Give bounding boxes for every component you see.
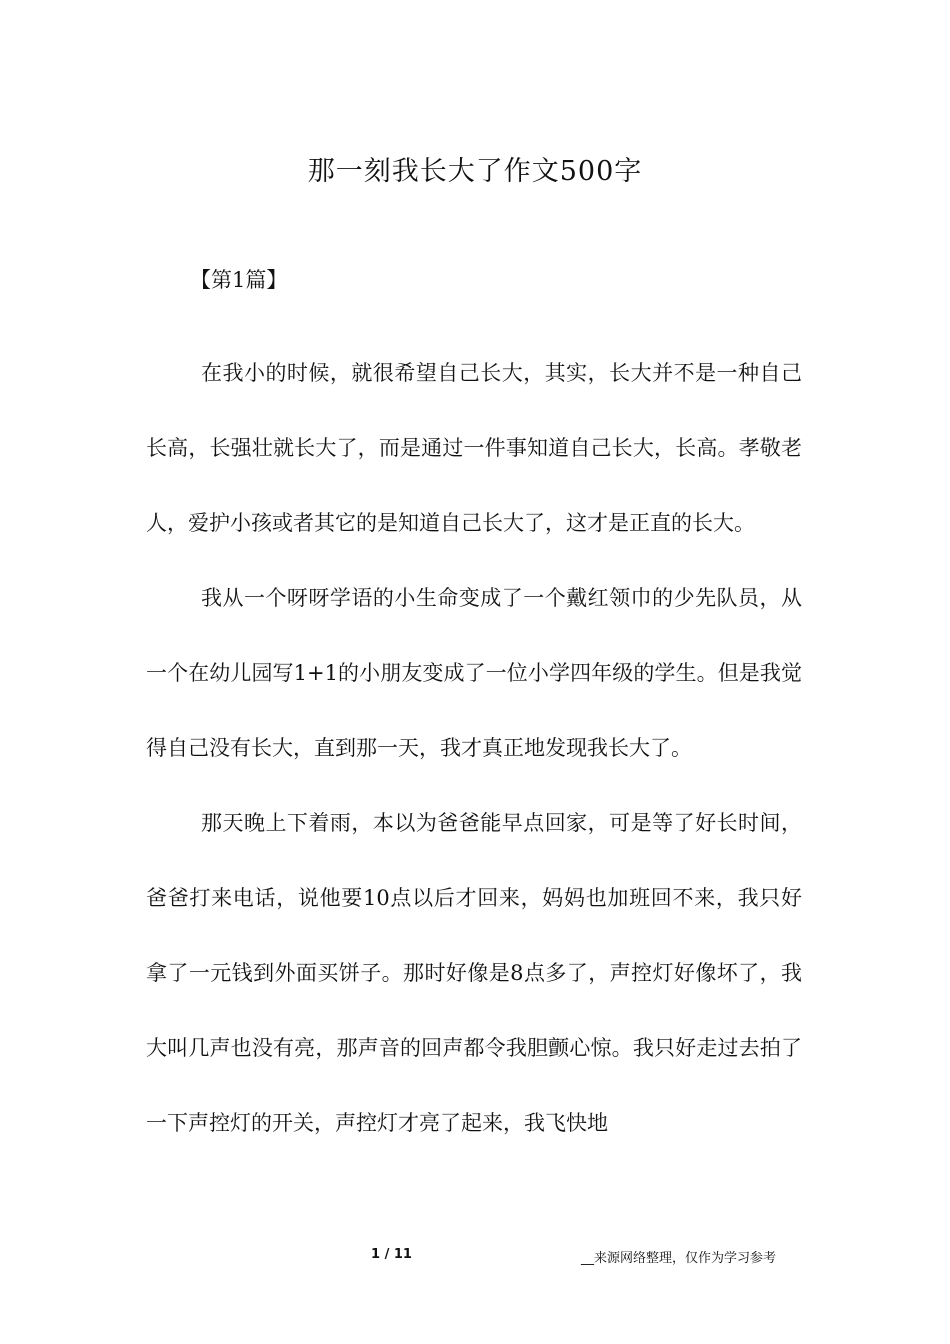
document-body bbox=[146, 336, 802, 1161]
source-note: __来源网络整理，仅作为学习参考 bbox=[581, 1251, 777, 1266]
section-heading: 【第1篇】 bbox=[190, 268, 288, 292]
page-number: 1 / 11 bbox=[371, 1247, 412, 1262]
paragraph: 在我小的时候，就很希望自己长大，其实，长大并不是一种自己长高，长强壮就长大了，而是通过一件事知道自己长大，长高。孝敬老人，爱护小孩或者其它的是知道自己长大了，这才是正直的长大。 bbox=[146, 361, 802, 535]
page-footer bbox=[0, 1247, 950, 1271]
paragraph: 那天晚上下着雨，本以为爸爸能早点回家，可是等了好长时间，爸爸打来电话，说他要10点以后才回来，妈妈也加班回不来，我只好拿了一元钱到外面买饼子。那时好像是8点多了，声控灯好像坏了，我大叫几声也没有亮，那声音的回声都令我胆颤心惊。我只好走过去拍了一下声控灯的开关，声控灯才亮了起来，我飞快地 bbox=[146, 811, 802, 1135]
paragraph: 我从一个呀呀学语的小生命变成了一个戴红领巾的少先队员，从一个在幼儿园写1+1的小朋友变成了一位小学四年级的学生。但是我觉得自己没有长大，直到那一天，我才真正地发现我长大了。 bbox=[146, 586, 802, 760]
document-title: 那一刻我长大了作文500字 bbox=[307, 156, 643, 187]
